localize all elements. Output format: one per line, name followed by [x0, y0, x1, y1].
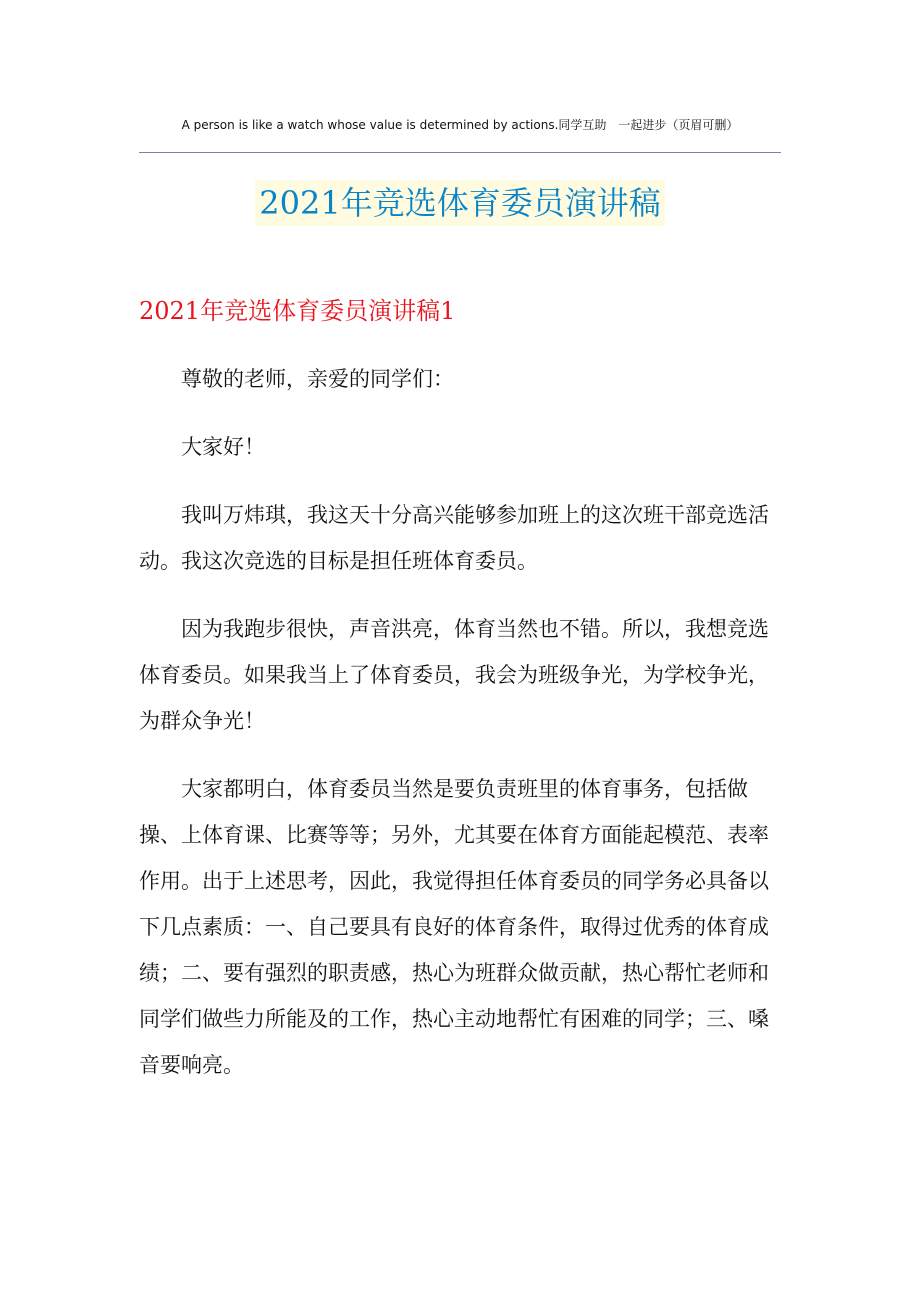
paragraph-reason: 因为我跑步很快，声音洪亮，体育当然也不错。所以，我想竞选体育委员。如果我当上了体育委员，我会为班级争光，为学校争光，为群众争光！	[139, 617, 769, 733]
document-body	[139, 356, 781, 1110]
header-divider	[139, 152, 781, 153]
section-heading: 2021年竞选体育委员演讲稿1	[139, 297, 456, 325]
document-title-text: 2021年竞选体育委员演讲稿	[255, 180, 664, 226]
document-title	[0, 180, 920, 226]
paragraph-introduction: 我叫万炜琪，我这天十分高兴能够参加班上的这次班干部竞选活动。我这次竞选的目标是担任班体育委员。	[139, 503, 769, 573]
paragraph-qualities: 大家都明白，体育委员当然是要负责班里的体育事务，包括做操、上体育课、比赛等等；另外，尤其要在体育方面能起模范、表率作用。出于上述思考，因此，我觉得担任体育委员的同学务必具备以下几点素质：一、自己要具有良好的体育条件，取得过优秀的体育成绩；二、要有强烈的职责感，热心为班群众做贡献，热心帮忙老师和同学们做些力所能及的工作，热心主动地帮忙有困难的同学；三、嗓音要响亮。	[139, 777, 769, 1077]
page-header-text: A person is like a watch whose value is determined by actions.同学互助 一起进步（页眉可删）	[181, 118, 739, 132]
paragraph-salutation: 尊敬的老师，亲爱的同学们：	[181, 367, 454, 391]
paragraph-greeting: 大家好！	[181, 435, 265, 459]
